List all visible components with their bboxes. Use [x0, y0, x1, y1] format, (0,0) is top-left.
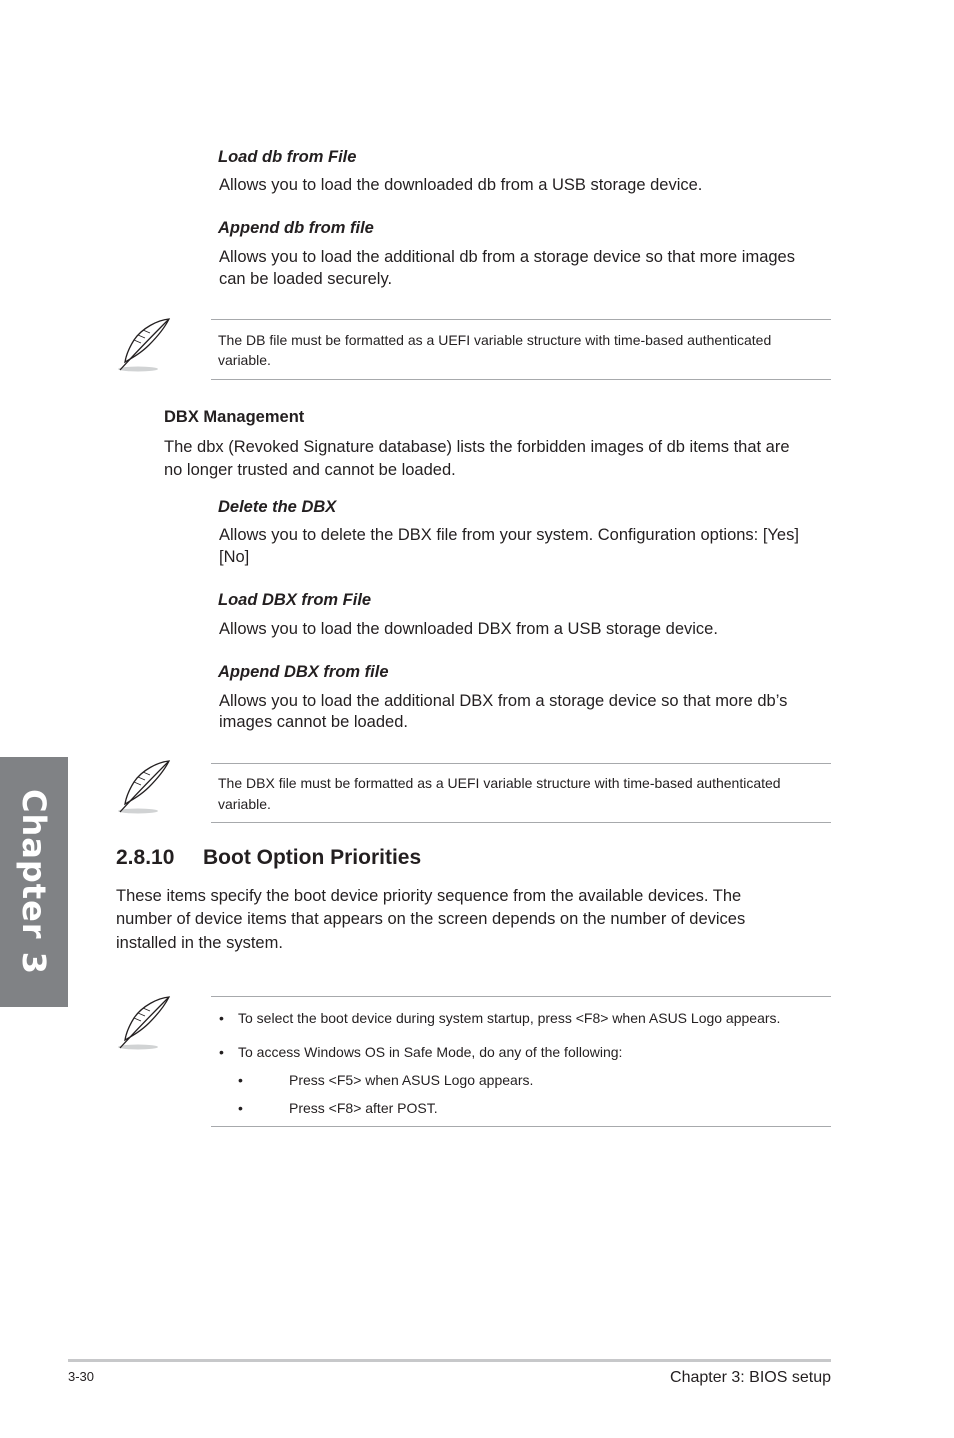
note3-bottom-rule	[211, 1126, 831, 1127]
section-title: Boot Option Priorities	[203, 846, 422, 869]
note2-line1: The DBX file must be formatted as a UEFI variable structure with time-based authenticated	[218, 775, 781, 791]
delete-dbx-desc-1: Allows you to delete the DBX file from your system. Configuration options: [Yes]	[219, 526, 799, 544]
note3-sub-bullet-1: •	[238, 1072, 243, 1088]
note3-top-rule	[211, 996, 831, 997]
load-db-title: Load db from File	[218, 148, 357, 166]
chapter-side-tab	[0, 757, 68, 1007]
note3-bullet-1: •	[219, 1010, 224, 1026]
feather-pen-icon	[114, 994, 174, 1054]
delete-dbx-desc-2: [No]	[219, 548, 250, 566]
append-dbx-desc-1: Allows you to load the additional DBX from a storage device so that more db’s	[219, 692, 788, 710]
load-dbx-title: Load DBX from File	[218, 591, 372, 609]
note1-bottom-rule	[211, 379, 831, 380]
page-number: 3-30	[68, 1369, 95, 1384]
delete-dbx-title: Delete the DBX	[218, 498, 337, 516]
dbx-desc-1: The dbx (Revoked Signature database) lists the forbidden images of db items that are	[164, 438, 790, 456]
note3-sub-2: Press <F8> after POST.	[289, 1100, 438, 1116]
section-desc-1: These items specify the boot device priority sequence from the available devices. The	[116, 887, 742, 905]
dbx-desc-2: no longer trusted and cannot be loaded.	[164, 461, 456, 479]
append-db-desc-2: can be loaded securely.	[219, 270, 393, 288]
note1-line1: The DB file must be formatted as a UEFI variable structure with time-based authenticated	[218, 332, 772, 348]
note1-top-rule	[211, 319, 831, 320]
dbx-heading: DBX Management	[164, 408, 305, 426]
footer-rule	[68, 1359, 831, 1362]
note2-top-rule	[211, 763, 831, 764]
note3-bullet-2: •	[219, 1044, 224, 1060]
note2-line2: variable.	[218, 796, 271, 812]
note3-item-2: To access Windows OS in Safe Mode, do any of the following:	[238, 1044, 623, 1060]
note2-bottom-rule	[211, 822, 831, 823]
chapter-side-tab-label: Chapter 3	[15, 789, 53, 975]
load-db-desc: Allows you to load the downloaded db from a USB storage device.	[219, 176, 703, 194]
append-dbx-desc-2: images cannot be loaded.	[219, 713, 408, 731]
section-number: 2.8.10	[116, 846, 175, 869]
append-db-title: Append db from file	[218, 219, 374, 237]
append-db-desc-1: Allows you to load the additional db from a storage device so that more images	[219, 248, 795, 266]
load-dbx-desc: Allows you to load the downloaded DBX from a USB storage device.	[219, 620, 718, 638]
section-desc-3: installed in the system.	[116, 934, 283, 952]
feather-pen-icon	[114, 316, 174, 376]
feather-pen-icon	[114, 758, 174, 818]
section-heading	[116, 845, 421, 871]
note3-item-1: To select the boot device during system startup, press <F8> when ASUS Logo appears.	[238, 1010, 781, 1026]
note1-line2: variable.	[218, 352, 271, 368]
note3-sub-bullet-2: •	[238, 1100, 243, 1116]
append-dbx-title: Append DBX from file	[218, 663, 389, 681]
footer-chapter-title: Chapter 3: BIOS setup	[670, 1369, 831, 1386]
section-desc-2: number of device items that appears on the screen depends on the number of devices	[116, 910, 746, 928]
note3-sub-1: Press <F5> when ASUS Logo appears.	[289, 1072, 534, 1088]
